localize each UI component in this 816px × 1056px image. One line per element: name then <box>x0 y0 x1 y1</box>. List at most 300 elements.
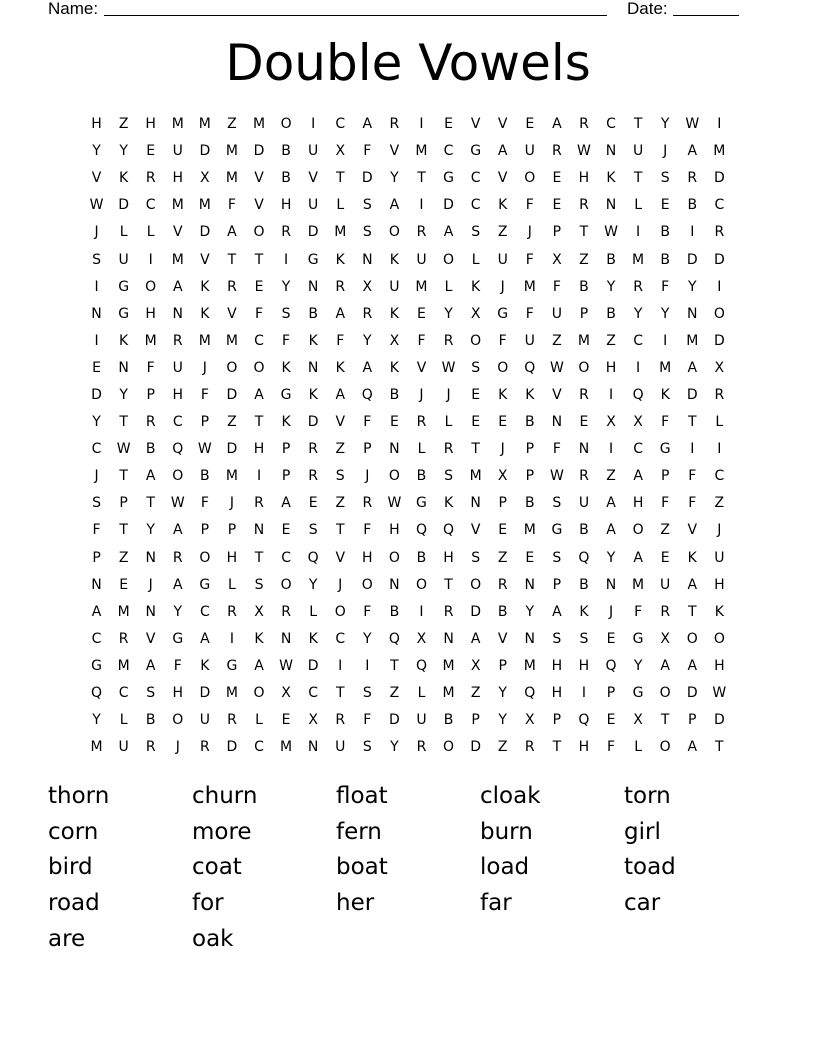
grid-letter[interactable]: Y <box>363 630 372 647</box>
grid-letter[interactable]: M <box>252 116 266 133</box>
grid-letter[interactable]: R <box>281 224 291 241</box>
grid-letter[interactable]: A <box>552 116 562 133</box>
grid-letter[interactable]: Y <box>92 414 101 431</box>
grid-letter[interactable]: C <box>172 414 183 431</box>
grid-letter[interactable]: F <box>498 332 507 349</box>
grid-letter[interactable]: F <box>200 495 209 512</box>
grid-letter[interactable]: E <box>498 414 508 431</box>
grid-letter[interactable]: E <box>606 630 616 647</box>
grid-letter[interactable]: P <box>688 712 697 729</box>
grid-letter[interactable]: V <box>172 224 183 241</box>
grid-letter[interactable]: T <box>471 441 480 458</box>
grid-letter[interactable]: H <box>389 522 400 539</box>
grid-letter[interactable]: M <box>659 359 672 376</box>
grid-letter[interactable]: R <box>145 170 156 187</box>
grid-letter[interactable]: J <box>608 603 614 620</box>
grid-letter[interactable]: W <box>197 441 212 458</box>
grid-letter[interactable]: N <box>172 305 184 322</box>
grid-letter[interactable]: J <box>527 224 532 241</box>
grid-letter[interactable]: G <box>416 495 427 512</box>
grid-letter[interactable]: U <box>199 712 210 729</box>
grid-letter[interactable]: W <box>712 685 727 702</box>
grid-letter[interactable]: X <box>389 332 400 349</box>
grid-letter[interactable]: V <box>91 170 102 187</box>
grid-letter[interactable]: D <box>199 143 211 160</box>
grid-letter[interactable]: W <box>279 657 293 674</box>
grid-letter[interactable]: R <box>389 116 400 133</box>
grid-letter[interactable]: E <box>254 278 264 295</box>
grid-letter[interactable]: K <box>119 170 129 187</box>
grid-letter[interactable]: H <box>443 549 454 566</box>
grid-letter[interactable]: P <box>660 468 670 485</box>
grid-letter[interactable]: O <box>632 522 644 539</box>
grid-letter[interactable]: R <box>362 495 373 512</box>
grid-letter[interactable]: R <box>416 224 427 241</box>
grid-letter[interactable]: S <box>335 468 345 485</box>
grid-letter[interactable]: F <box>363 712 372 729</box>
grid-letter[interactable]: E <box>660 549 670 566</box>
grid-letter[interactable]: F <box>200 386 209 403</box>
grid-letter[interactable]: Q <box>443 522 455 539</box>
grid-letter[interactable]: U <box>172 359 183 376</box>
grid-letter[interactable]: I <box>284 251 289 268</box>
grid-letter[interactable]: D <box>253 143 265 160</box>
grid-letter[interactable]: L <box>309 603 318 620</box>
grid-letter[interactable]: E <box>606 712 616 729</box>
grid-letter[interactable]: R <box>524 739 535 756</box>
grid-letter[interactable]: R <box>308 441 319 458</box>
grid-letter[interactable]: O <box>415 576 427 593</box>
grid-letter[interactable]: B <box>145 712 156 729</box>
grid-letter[interactable]: R <box>687 170 698 187</box>
grid-letter[interactable]: I <box>94 332 99 349</box>
grid-letter[interactable]: J <box>446 386 451 403</box>
grid-letter[interactable]: V <box>254 197 264 214</box>
grid-letter[interactable]: A <box>687 657 698 674</box>
grid-letter[interactable]: Q <box>578 549 590 566</box>
grid-letter[interactable]: U <box>578 495 590 512</box>
grid-letter[interactable]: C <box>145 197 156 214</box>
grid-letter[interactable]: D <box>713 170 725 187</box>
grid-letter[interactable]: R <box>172 549 183 566</box>
grid-letter[interactable]: S <box>444 468 453 485</box>
grid-letter[interactable]: M <box>117 603 130 620</box>
grid-letter[interactable]: Q <box>524 359 536 376</box>
grid-letter[interactable]: I <box>148 251 153 268</box>
grid-letter[interactable]: N <box>443 630 454 647</box>
grid-letter[interactable]: B <box>281 170 291 187</box>
grid-letter[interactable]: D <box>713 332 725 349</box>
grid-letter[interactable]: B <box>579 576 589 593</box>
grid-letter[interactable]: H <box>605 359 617 376</box>
grid-letter[interactable]: L <box>444 278 453 295</box>
grid-letter[interactable]: A <box>254 657 264 674</box>
grid-letter[interactable]: E <box>92 359 101 376</box>
grid-letter[interactable]: J <box>229 495 234 512</box>
grid-letter[interactable]: B <box>308 305 318 322</box>
grid-letter[interactable]: X <box>633 712 643 729</box>
grid-letter[interactable]: P <box>200 414 210 431</box>
grid-letter[interactable]: Y <box>146 522 155 539</box>
grid-letter[interactable]: G <box>118 278 130 295</box>
grid-letter[interactable]: T <box>227 251 237 268</box>
grid-letter[interactable]: R <box>335 278 346 295</box>
grid-letter[interactable]: C <box>254 739 264 756</box>
grid-letter[interactable]: R <box>552 143 562 160</box>
grid-letter[interactable]: U <box>660 576 671 593</box>
grid-letter[interactable]: D <box>443 197 454 214</box>
grid-letter[interactable]: I <box>717 441 722 458</box>
grid-letter[interactable]: R <box>714 386 725 403</box>
grid-letter[interactable]: N <box>524 576 536 593</box>
grid-letter[interactable]: O <box>361 576 373 593</box>
grid-letter[interactable]: P <box>200 522 210 539</box>
grid-letter[interactable]: K <box>200 657 210 674</box>
grid-letter[interactable]: Y <box>633 657 643 674</box>
grid-letter[interactable]: X <box>308 712 318 729</box>
grid-letter[interactable]: O <box>199 549 211 566</box>
grid-letter[interactable]: Y <box>660 305 670 322</box>
grid-letter[interactable]: F <box>92 522 101 539</box>
grid-letter[interactable]: Y <box>173 603 183 620</box>
grid-letter[interactable]: W <box>549 359 564 376</box>
grid-letter[interactable]: P <box>92 549 101 566</box>
grid-letter[interactable]: Q <box>578 712 590 729</box>
grid-letter[interactable]: E <box>660 197 670 214</box>
grid-letter[interactable]: F <box>525 251 534 268</box>
grid-letter[interactable]: U <box>714 549 725 566</box>
grid-letter[interactable]: U <box>524 332 535 349</box>
grid-letter[interactable]: P <box>119 495 128 512</box>
grid-letter[interactable]: Z <box>606 332 616 349</box>
grid-letter[interactable]: F <box>661 414 670 431</box>
grid-letter[interactable]: I <box>419 603 424 620</box>
grid-letter[interactable]: B <box>687 197 698 214</box>
grid-letter[interactable]: Y <box>498 712 507 729</box>
grid-letter[interactable]: D <box>118 197 129 214</box>
grid-letter[interactable]: A <box>660 657 670 674</box>
grid-letter[interactable]: F <box>254 305 264 322</box>
grid-letter[interactable]: A <box>362 359 373 376</box>
grid-letter[interactable]: O <box>253 224 265 241</box>
grid-letter[interactable]: U <box>389 278 400 295</box>
grid-letter[interactable]: T <box>119 414 128 431</box>
grid-letter[interactable]: R <box>416 414 427 431</box>
grid-letter[interactable]: V <box>552 386 562 403</box>
grid-letter[interactable]: K <box>254 630 264 647</box>
grid-letter[interactable]: M <box>171 251 184 268</box>
grid-letter[interactable]: T <box>579 224 589 241</box>
grid-letter[interactable]: D <box>686 251 698 268</box>
grid-letter[interactable]: T <box>715 739 724 756</box>
grid-letter[interactable]: Y <box>633 305 643 322</box>
grid-letter[interactable]: Z <box>497 224 508 241</box>
grid-letter[interactable]: N <box>605 576 617 593</box>
grid-letter[interactable]: E <box>471 414 481 431</box>
grid-letter[interactable]: L <box>228 576 236 593</box>
grid-letter[interactable]: V <box>389 143 400 160</box>
grid-letter[interactable]: P <box>552 576 562 593</box>
grid-letter[interactable]: K <box>200 305 210 322</box>
grid-letter[interactable]: P <box>606 685 616 702</box>
grid-letter[interactable]: C <box>470 170 481 187</box>
grid-letter[interactable]: R <box>443 332 454 349</box>
grid-letter[interactable]: G <box>280 386 292 403</box>
grid-letter[interactable]: B <box>200 468 210 485</box>
grid-letter[interactable]: Z <box>579 251 589 268</box>
grid-letter[interactable]: S <box>471 224 481 241</box>
grid-letter[interactable]: D <box>226 739 238 756</box>
grid-letter[interactable]: M <box>469 468 482 485</box>
grid-letter[interactable]: B <box>660 251 670 268</box>
grid-letter[interactable]: P <box>281 441 291 458</box>
grid-letter[interactable]: G <box>172 630 184 647</box>
grid-letter[interactable]: A <box>281 495 291 512</box>
grid-letter[interactable]: X <box>714 359 725 376</box>
grid-letter[interactable]: U <box>308 143 319 160</box>
grid-letter[interactable]: E <box>579 414 589 431</box>
grid-letter[interactable]: D <box>307 414 319 431</box>
grid-letter[interactable]: O <box>172 468 184 485</box>
grid-letter[interactable]: S <box>146 685 156 702</box>
grid-letter[interactable]: Q <box>172 441 184 458</box>
grid-letter[interactable]: P <box>498 495 507 512</box>
grid-letter[interactable]: W <box>604 224 618 241</box>
grid-letter[interactable]: U <box>524 143 535 160</box>
grid-letter[interactable]: X <box>335 143 346 160</box>
grid-letter[interactable]: I <box>717 116 722 133</box>
grid-letter[interactable]: X <box>281 685 291 702</box>
grid-letter[interactable]: O <box>470 576 482 593</box>
grid-letter[interactable]: M <box>90 739 103 756</box>
grid-letter[interactable]: A <box>443 224 454 241</box>
grid-letter[interactable]: L <box>119 712 128 729</box>
grid-letter[interactable]: X <box>606 414 616 431</box>
grid-letter[interactable]: V <box>335 414 346 431</box>
grid-letter[interactable]: B <box>606 251 616 268</box>
grid-letter[interactable]: M <box>171 116 184 133</box>
grid-letter[interactable]: N <box>551 414 563 431</box>
grid-letter[interactable]: Y <box>92 143 101 160</box>
grid-letter[interactable]: C <box>91 441 102 458</box>
grid-letter[interactable]: Z <box>389 685 400 702</box>
grid-letter[interactable]: K <box>525 386 535 403</box>
grid-letter[interactable]: D <box>361 170 373 187</box>
grid-letter[interactable]: N <box>307 278 319 295</box>
grid-letter[interactable]: S <box>471 359 481 376</box>
grid-letter[interactable]: O <box>578 359 590 376</box>
grid-letter[interactable]: R <box>308 468 319 485</box>
grid-letter[interactable]: Z <box>660 522 670 539</box>
grid-letter[interactable]: Z <box>497 739 508 756</box>
grid-letter[interactable]: P <box>146 386 155 403</box>
grid-letter[interactable]: E <box>281 712 291 729</box>
grid-letter[interactable]: I <box>338 657 343 674</box>
grid-letter[interactable]: I <box>608 386 614 403</box>
grid-letter[interactable]: Y <box>92 712 101 729</box>
grid-letter[interactable]: J <box>663 143 668 160</box>
grid-letter[interactable]: O <box>443 251 455 268</box>
grid-letter[interactable]: U <box>416 251 427 268</box>
grid-letter[interactable]: Y <box>444 305 453 322</box>
grid-letter[interactable]: U <box>632 143 644 160</box>
grid-letter[interactable]: T <box>119 468 128 485</box>
grid-letter[interactable]: D <box>307 224 319 241</box>
grid-letter[interactable]: L <box>146 224 155 241</box>
grid-letter[interactable]: Z <box>227 414 237 431</box>
grid-letter[interactable]: M <box>144 332 157 349</box>
grid-letter[interactable]: K <box>443 495 454 512</box>
grid-letter[interactable]: M <box>225 143 238 160</box>
grid-letter[interactable]: W <box>685 116 700 133</box>
grid-letter[interactable]: R <box>579 197 589 214</box>
grid-letter[interactable]: E <box>525 116 535 133</box>
grid-letter[interactable]: N <box>605 197 617 214</box>
grid-letter[interactable]: H <box>280 197 292 214</box>
grid-letter[interactable]: S <box>362 197 372 214</box>
grid-letter[interactable]: H <box>578 170 590 187</box>
grid-letter[interactable]: Y <box>687 278 697 295</box>
grid-letter[interactable]: V <box>145 630 156 647</box>
grid-letter[interactable]: J <box>500 278 505 295</box>
grid-letter[interactable]: U <box>335 739 346 756</box>
grid-letter[interactable]: A <box>227 224 237 241</box>
grid-letter[interactable]: R <box>362 305 373 322</box>
grid-letter[interactable]: M <box>334 224 347 241</box>
grid-letter[interactable]: I <box>663 332 668 349</box>
grid-letter[interactable]: N <box>687 305 698 322</box>
grid-letter[interactable]: A <box>172 576 183 593</box>
grid-letter[interactable]: L <box>634 739 642 756</box>
grid-letter[interactable]: I <box>581 685 587 702</box>
grid-letter[interactable]: K <box>471 278 481 295</box>
grid-letter[interactable]: M <box>686 332 699 349</box>
grid-letter[interactable]: S <box>254 576 264 593</box>
grid-letter[interactable]: O <box>388 468 400 485</box>
grid-letter[interactable]: S <box>471 549 481 566</box>
grid-letter[interactable]: X <box>200 170 210 187</box>
grid-letter[interactable]: Z <box>606 468 616 485</box>
grid-letter[interactable]: I <box>690 224 695 241</box>
grid-letter[interactable]: X <box>524 712 535 729</box>
grid-letter[interactable]: Z <box>118 549 129 566</box>
grid-letter[interactable]: H <box>362 549 373 566</box>
grid-letter[interactable]: A <box>687 143 698 160</box>
grid-letter[interactable]: I <box>419 116 424 133</box>
grid-letter[interactable]: S <box>281 305 291 322</box>
grid-letter[interactable]: N <box>253 522 265 539</box>
grid-letter[interactable]: Q <box>388 630 400 647</box>
grid-letter[interactable]: N <box>605 143 617 160</box>
grid-letter[interactable]: K <box>687 549 697 566</box>
grid-letter[interactable]: Z <box>335 441 346 458</box>
grid-letter[interactable]: S <box>579 630 589 647</box>
grid-letter[interactable]: Z <box>497 549 508 566</box>
grid-letter[interactable]: K <box>281 359 291 376</box>
grid-letter[interactable]: B <box>389 386 400 403</box>
grid-letter[interactable]: T <box>687 414 697 431</box>
grid-letter[interactable]: M <box>632 576 645 593</box>
grid-letter[interactable]: B <box>145 441 156 458</box>
grid-letter[interactable]: S <box>362 739 372 756</box>
grid-letter[interactable]: I <box>229 630 234 647</box>
grid-letter[interactable]: V <box>687 522 698 539</box>
grid-letter[interactable]: T <box>254 414 264 431</box>
grid-letter[interactable]: O <box>334 603 346 620</box>
grid-letter[interactable]: N <box>307 359 319 376</box>
grid-letter[interactable]: V <box>308 170 318 187</box>
grid-letter[interactable]: C <box>714 197 725 214</box>
grid-letter[interactable]: Y <box>119 143 128 160</box>
grid-letter[interactable]: R <box>145 414 156 431</box>
grid-letter[interactable]: T <box>254 549 264 566</box>
grid-letter[interactable]: H <box>145 116 156 133</box>
grid-letter[interactable]: Y <box>119 386 128 403</box>
grid-letter[interactable]: V <box>200 251 210 268</box>
grid-letter[interactable]: P <box>498 657 507 674</box>
grid-letter[interactable]: U <box>308 197 319 214</box>
grid-letter[interactable]: F <box>417 332 426 349</box>
grid-letter[interactable]: C <box>335 630 346 647</box>
grid-letter[interactable]: V <box>254 170 264 187</box>
grid-letter[interactable]: H <box>578 739 590 756</box>
grid-letter[interactable]: S <box>362 685 372 702</box>
grid-letter[interactable]: M <box>442 657 455 674</box>
grid-letter[interactable]: W <box>170 495 185 512</box>
grid-letter[interactable]: B <box>579 522 589 539</box>
grid-letter[interactable]: R <box>227 712 237 729</box>
grid-letter[interactable]: A <box>606 522 616 539</box>
grid-letter[interactable]: N <box>91 305 102 322</box>
grid-letter[interactable]: C <box>91 630 102 647</box>
grid-letter[interactable]: B <box>416 468 427 485</box>
grid-letter[interactable]: M <box>713 143 726 160</box>
grid-letter[interactable]: R <box>714 224 725 241</box>
grid-letter[interactable]: I <box>690 441 695 458</box>
grid-letter[interactable]: V <box>470 116 481 133</box>
grid-letter[interactable]: P <box>471 712 480 729</box>
grid-letter[interactable]: L <box>336 197 345 214</box>
grid-letter[interactable]: C <box>633 441 643 458</box>
grid-letter[interactable]: I <box>311 116 316 133</box>
grid-letter[interactable]: N <box>118 359 129 376</box>
grid-letter[interactable]: Y <box>390 739 399 756</box>
grid-letter[interactable]: Y <box>606 549 616 566</box>
grid-letter[interactable]: B <box>606 305 616 322</box>
grid-letter[interactable]: M <box>280 739 293 756</box>
grid-letter[interactable]: B <box>524 414 535 431</box>
grid-letter[interactable]: D <box>307 657 319 674</box>
grid-letter[interactable]: K <box>498 386 508 403</box>
grid-letter[interactable]: Q <box>605 657 617 674</box>
grid-letter[interactable]: O <box>713 630 725 647</box>
grid-letter[interactable]: H <box>551 685 563 702</box>
grid-letter[interactable]: Q <box>632 386 644 403</box>
grid-letter[interactable]: F <box>525 197 534 214</box>
grid-letter[interactable]: K <box>200 278 210 295</box>
grid-letter[interactable]: A <box>335 386 346 403</box>
grid-letter[interactable]: R <box>416 739 427 756</box>
grid-letter[interactable]: D <box>686 386 698 403</box>
grid-letter[interactable]: S <box>552 549 562 566</box>
grid-letter[interactable]: R <box>227 278 237 295</box>
grid-letter[interactable]: A <box>606 495 616 512</box>
grid-letter[interactable]: F <box>688 468 697 485</box>
grid-letter[interactable]: D <box>91 386 102 403</box>
grid-letter[interactable]: B <box>579 278 589 295</box>
grid-letter[interactable]: W <box>549 468 564 485</box>
grid-letter[interactable]: R <box>579 116 589 133</box>
